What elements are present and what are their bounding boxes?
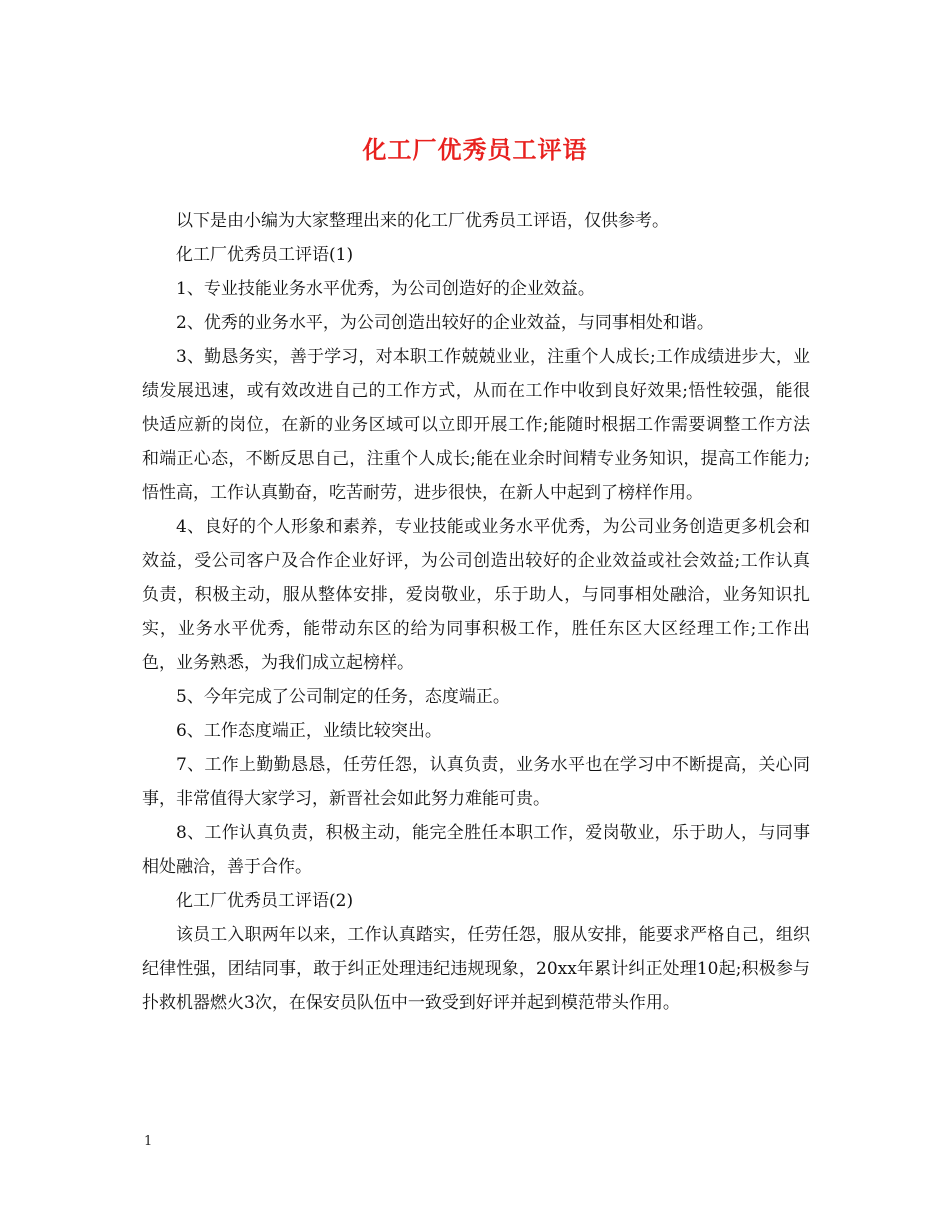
comment-item-7: 7、工作上勤勤恳恳，任劳任怨，认真负责，业务水平也在学习中不断提高，关心同事，非常值得大家学习，新晋社会如此努力难能可贵。 bbox=[142, 755, 810, 809]
comment-item-5: 5、今年完成了公司制定的任务，态度端正。 bbox=[176, 687, 510, 707]
page-number: 1 bbox=[144, 1134, 153, 1149]
comment-item-1: 1、专业技能业务水平优秀，为公司创造好的企业效益。 bbox=[176, 279, 595, 299]
comment-item-4: 4、良好的个人形象和素养，专业技能或业务水平优秀，为公司业务创造更多机会和效益，受公司客户及合作企业好评，为公司创造出较好的企业效益或社会效益;工作认真负责，积极主动，服从整体安排，爱岗敬业，乐于助人，与同事相处融洽，业务知识扎实，业务水平优秀，能带动东区的给为同事积极工作，胜任东区大区经理工作;工作出色，业务熟悉，为我们成立起榜样。 bbox=[142, 517, 810, 673]
section-heading-2: 化工厂优秀员工评语(2) bbox=[176, 891, 354, 911]
page-title: 化工厂优秀员工评语 bbox=[362, 135, 588, 164]
comment-item-3: 3、勤恳务实，善于学习，对本职工作兢兢业业，注重个人成长;工作成绩进步大，业绩发展迅速，或有效改进自己的工作方式，从而在工作中收到良好效果;悟性较强，能很快适应新的岗位，在新的业务区域可以立即开展工作;能随时根据工作需要调整工作方法和端正心态，不断反思自己，注重个人成长;能在业余时间精专业务知识，提高工作能力;悟性高，工作认真勤奋，吃苦耐劳，进步很快，在新人中起到了榜样作用。 bbox=[142, 347, 810, 503]
comment-paragraph-2: 该员工入职两年以来，工作认真踏实，任劳任怨，服从安排，能要求严格自己，组织纪律性强，团结同事，敢于纠正处理违纪违规现象，20xx年累计纠正处理10起;积极参与扑救机器燃火3次，在保安员队伍中一致受到好评并起到模范带头作用。 bbox=[142, 925, 810, 1013]
comment-item-8: 8、工作认真负责，积极主动，能完全胜任本职工作，爱岗敬业，乐于助人，与同事相处融洽，善于合作。 bbox=[142, 823, 810, 877]
intro-paragraph: 以下是由小编为大家整理出来的化工厂优秀员工评语，仅供参考。 bbox=[176, 211, 669, 231]
section-heading-1: 化工厂优秀员工评语(1) bbox=[176, 245, 354, 265]
comment-item-6: 6、工作态度端正，业绩比较突出。 bbox=[176, 721, 442, 741]
document-body bbox=[142, 204, 810, 1020]
comment-item-2: 2、优秀的业务水平，为公司创造出较好的企业效益，与同事相处和谐。 bbox=[176, 313, 714, 333]
